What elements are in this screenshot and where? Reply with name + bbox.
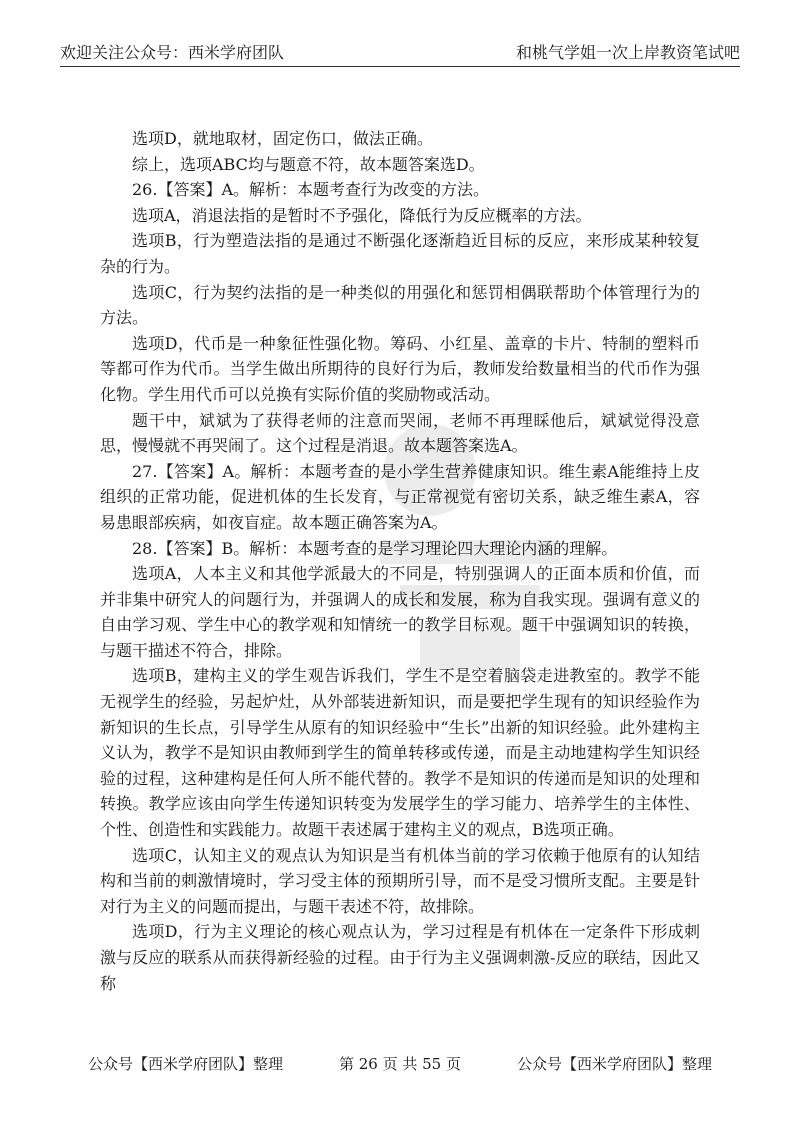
paragraph: 选项A，人本主义和其他学派最大的不同是，特别强调人的正面本质和价值，而并非集中研究人的问题行为，并强调人的成长和发展，称为自我实现。强调有意义的自由学习观、学生中心的教学观和知情统一的教学目标观。题干中强调知识的转换，与题干描述不符合，排除。 (100, 564, 700, 660)
paragraph: 选项D，就地取材，固定伤口，做法正确。 (132, 129, 433, 148)
header-left-text: 欢迎关注公众号：西米学府团队 (60, 43, 285, 62)
paragraph: 题干中，斌斌为了获得老师的注意而哭闹，老师不再理睬他后，斌斌觉得没意思，慢慢就不再哭闹了。这个过程是消退。故本题答案选A。 (100, 410, 700, 456)
paragraph: 选项B，建构主义的学生观告诉我们，学生不是空着脑袋走进教室的。教学不能无视学生的经验，另起炉灶，从外部装进新知识，而是要把学生现有的知识经验作为新知识的生长点，引导学生从原有的知识经验中“生长”出新的知识经验。此外建构主义认为，教学不是知识由教师到学生的简单转移或传递，而是主动地建构学生知识经验的过程，这种建构是任何人所不能代替的。教学不是知识的传递而是知识的处理和转换。教学应该由向学生传递知识转变为发展学生的学习能力、培养学生的主体性、个性、创造性和实践能力。故题干表述属于建构主义的观点，B选项正确。 (100, 666, 700, 840)
page-number: 第 26 页 共 55 页 (338, 1055, 461, 1073)
paragraph: 选项D，行为主义理论的核心观点认为，学习过程是有机体在一定条件下形成刺激与反应的联系从而获得新经验的过程。由于行为主义强调刺激-反应的联结，因此又称 (100, 922, 700, 993)
paragraph: 选项C，行为契约法指的是一种类似的用强化和惩罚相偶联帮助个体管理行为的方法。 (100, 282, 700, 328)
paragraph: 综上，选项ABC均与题意不符，故本题答案选D。 (132, 154, 485, 174)
paragraph: 选项B，行为塑造法指的是通过不断强化逐渐趋近目标的反应，来形成某种较复杂的行为。 (100, 231, 700, 276)
paragraph: 28.【答案】B。解析：本题考查的是学习理论四大理论内涵的理解。 (132, 538, 618, 558)
paragraph: 选项A，消退法指的是暂时不予强化，降低行为反应概率的方法。 (132, 205, 592, 225)
footer-right-text: 公众号【西米学府团队】整理 (516, 1055, 712, 1073)
paragraph: 选项D，代币是一种象征性强化物。筹码、小红星、盖章的卡片、特制的塑料币等都可作为代币。当学生做出所期待的良好行为后，教师发给数量相当的代币作为强化物。学生用代币可以兑换有实际价值的奖励物或活动。 (100, 333, 700, 404)
paragraph: 选项C，认知主义的观点认为知识是当有机体当前的学习依赖于他原有的认知结构和当前的刺激情境时，学习受主体的预期所引导，而不是受习惯所支配。主要是针对行为主义的问题而提出，与题干表述不符，故排除。 (100, 845, 700, 916)
page-footer (88, 1053, 712, 1077)
footer-left-text: 公众号【西米学府团队】整理 (88, 1055, 284, 1073)
paragraph: 26.【答案】A。解析：本题考查行为改变的方法。 (132, 180, 490, 200)
page-header (60, 30, 740, 67)
document-body (100, 126, 700, 996)
header-right-text: 和桃气学姐一次上岸教资笔试吧 (515, 43, 740, 62)
paragraph: 27.【答案】A。解析：本题考查的是小学生营养健康知识。维生素A能维持上皮组织的正常功能，促进机体的生长发育，与正常视觉有密切关系，缺乏维生素A，容易患眼部疾病，如夜盲症。故本题正确答案为A。 (100, 461, 700, 532)
